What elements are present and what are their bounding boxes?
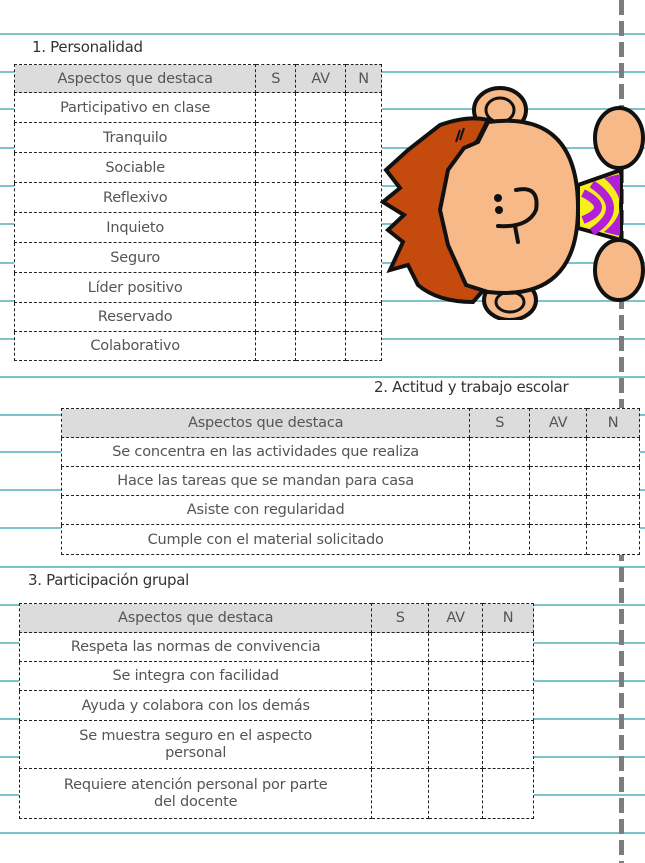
cell-n[interactable] <box>346 273 382 303</box>
cell-n[interactable] <box>587 438 640 467</box>
cell-n[interactable] <box>346 183 382 213</box>
header-av: AV <box>530 409 587 438</box>
section-title-actitud: 2. Actitud y trabajo escolar <box>374 378 569 396</box>
cell-av[interactable] <box>296 93 346 123</box>
cell-n[interactable] <box>483 721 534 769</box>
rule-line <box>0 832 645 834</box>
rule-line <box>0 33 645 35</box>
table-row <box>15 123 382 153</box>
cell-av[interactable] <box>296 213 346 243</box>
table-row <box>20 769 534 819</box>
table-personalidad <box>14 64 382 361</box>
cell-n[interactable] <box>587 467 640 496</box>
cell-n[interactable] <box>483 769 534 819</box>
table-actitud <box>61 408 640 555</box>
table-row <box>20 633 534 662</box>
section-title-personalidad: 1. Personalidad <box>32 38 143 56</box>
cell-s[interactable] <box>372 691 429 721</box>
cell-av[interactable] <box>429 691 483 721</box>
cell-s[interactable] <box>470 467 530 496</box>
cell-av[interactable] <box>296 332 346 361</box>
child-illustration <box>378 70 645 320</box>
cell-av[interactable] <box>296 273 346 303</box>
cell-s[interactable] <box>372 633 429 662</box>
cell-s[interactable] <box>256 273 296 303</box>
hand-icon <box>595 108 643 168</box>
cell-av[interactable] <box>530 438 587 467</box>
cell-av[interactable] <box>296 153 346 183</box>
cell-av[interactable] <box>296 243 346 273</box>
cell-n[interactable] <box>483 662 534 691</box>
header-aspectos: Aspectos que destaca <box>62 409 470 438</box>
table-row <box>15 93 382 123</box>
row-label: Inquieto <box>15 213 256 243</box>
header-aspectos: Aspectos que destaca <box>15 65 256 93</box>
row-label: Sociable <box>15 153 256 183</box>
table-row <box>20 721 534 769</box>
cell-s[interactable] <box>372 662 429 691</box>
cell-n[interactable] <box>346 243 382 273</box>
table-row <box>15 243 382 273</box>
table-row <box>15 183 382 213</box>
table-row <box>15 332 382 361</box>
cell-s[interactable] <box>470 525 530 555</box>
row-label: Asiste con regularidad <box>62 496 470 525</box>
table-row <box>15 303 382 332</box>
cell-av[interactable] <box>530 496 587 525</box>
table-row <box>15 153 382 183</box>
cell-s[interactable] <box>256 153 296 183</box>
row-label: Respeta las normas de convivencia <box>20 633 372 662</box>
hand-icon <box>595 240 643 300</box>
cell-av[interactable] <box>530 467 587 496</box>
cell-n[interactable] <box>346 153 382 183</box>
row-label: Participativo en clase <box>15 93 256 123</box>
header-av: AV <box>429 604 483 633</box>
cell-s[interactable] <box>256 332 296 361</box>
cell-av[interactable] <box>429 721 483 769</box>
cell-s[interactable] <box>372 721 429 769</box>
row-label: Colaborativo <box>15 332 256 361</box>
cell-av[interactable] <box>296 303 346 332</box>
row-label: Reflexivo <box>15 183 256 213</box>
header-s: S <box>372 604 429 633</box>
row-label: Cumple con el material solicitado <box>62 525 470 555</box>
row-label: Se muestra seguro en el aspecto personal <box>20 721 372 769</box>
row-label: Líder positivo <box>15 273 256 303</box>
table-row <box>62 525 640 555</box>
row-label: Se concentra en las actividades que realiza <box>62 438 470 467</box>
row-label: Ayuda y colabora con los demás <box>20 691 372 721</box>
cell-n[interactable] <box>346 213 382 243</box>
row-label: Requiere atención personal por parte del docente <box>20 769 372 819</box>
header-aspectos: Aspectos que destaca <box>20 604 372 633</box>
cell-s[interactable] <box>256 93 296 123</box>
cell-s[interactable] <box>372 769 429 819</box>
cell-s[interactable] <box>256 123 296 153</box>
section-title-participacion: 3. Participación grupal <box>28 571 190 589</box>
cell-s[interactable] <box>470 496 530 525</box>
rule-line <box>0 566 645 568</box>
row-label: Seguro <box>15 243 256 273</box>
cell-av[interactable] <box>296 183 346 213</box>
cell-n[interactable] <box>346 332 382 361</box>
table-row <box>62 467 640 496</box>
cell-av[interactable] <box>296 123 346 153</box>
cell-s[interactable] <box>470 438 530 467</box>
table-row <box>20 662 534 691</box>
cell-n[interactable] <box>483 633 534 662</box>
table-participacion <box>19 603 534 819</box>
cell-s[interactable] <box>256 303 296 332</box>
table-row <box>15 213 382 243</box>
cell-av[interactable] <box>429 662 483 691</box>
table-row <box>15 273 382 303</box>
cell-n[interactable] <box>587 496 640 525</box>
header-n: N <box>346 65 382 93</box>
cell-s[interactable] <box>256 183 296 213</box>
row-label: Tranquilo <box>15 123 256 153</box>
header-n: N <box>483 604 534 633</box>
cell-n[interactable] <box>587 525 640 555</box>
row-label: Reservado <box>15 303 256 332</box>
row-label: Se integra con facilidad <box>20 662 372 691</box>
cell-av[interactable] <box>429 769 483 819</box>
cell-n[interactable] <box>346 93 382 123</box>
table-row <box>62 438 640 467</box>
cell-s[interactable] <box>256 213 296 243</box>
cell-n[interactable] <box>483 691 534 721</box>
header-n: N <box>587 409 640 438</box>
table-row <box>62 496 640 525</box>
row-label: Hace las tareas que se mandan para casa <box>62 467 470 496</box>
header-s: S <box>256 65 296 93</box>
cell-s[interactable] <box>256 243 296 273</box>
cell-n[interactable] <box>346 303 382 332</box>
table-row <box>20 691 534 721</box>
header-s: S <box>470 409 530 438</box>
cell-av[interactable] <box>530 525 587 555</box>
cell-n[interactable] <box>346 123 382 153</box>
header-av: AV <box>296 65 346 93</box>
cell-av[interactable] <box>429 633 483 662</box>
